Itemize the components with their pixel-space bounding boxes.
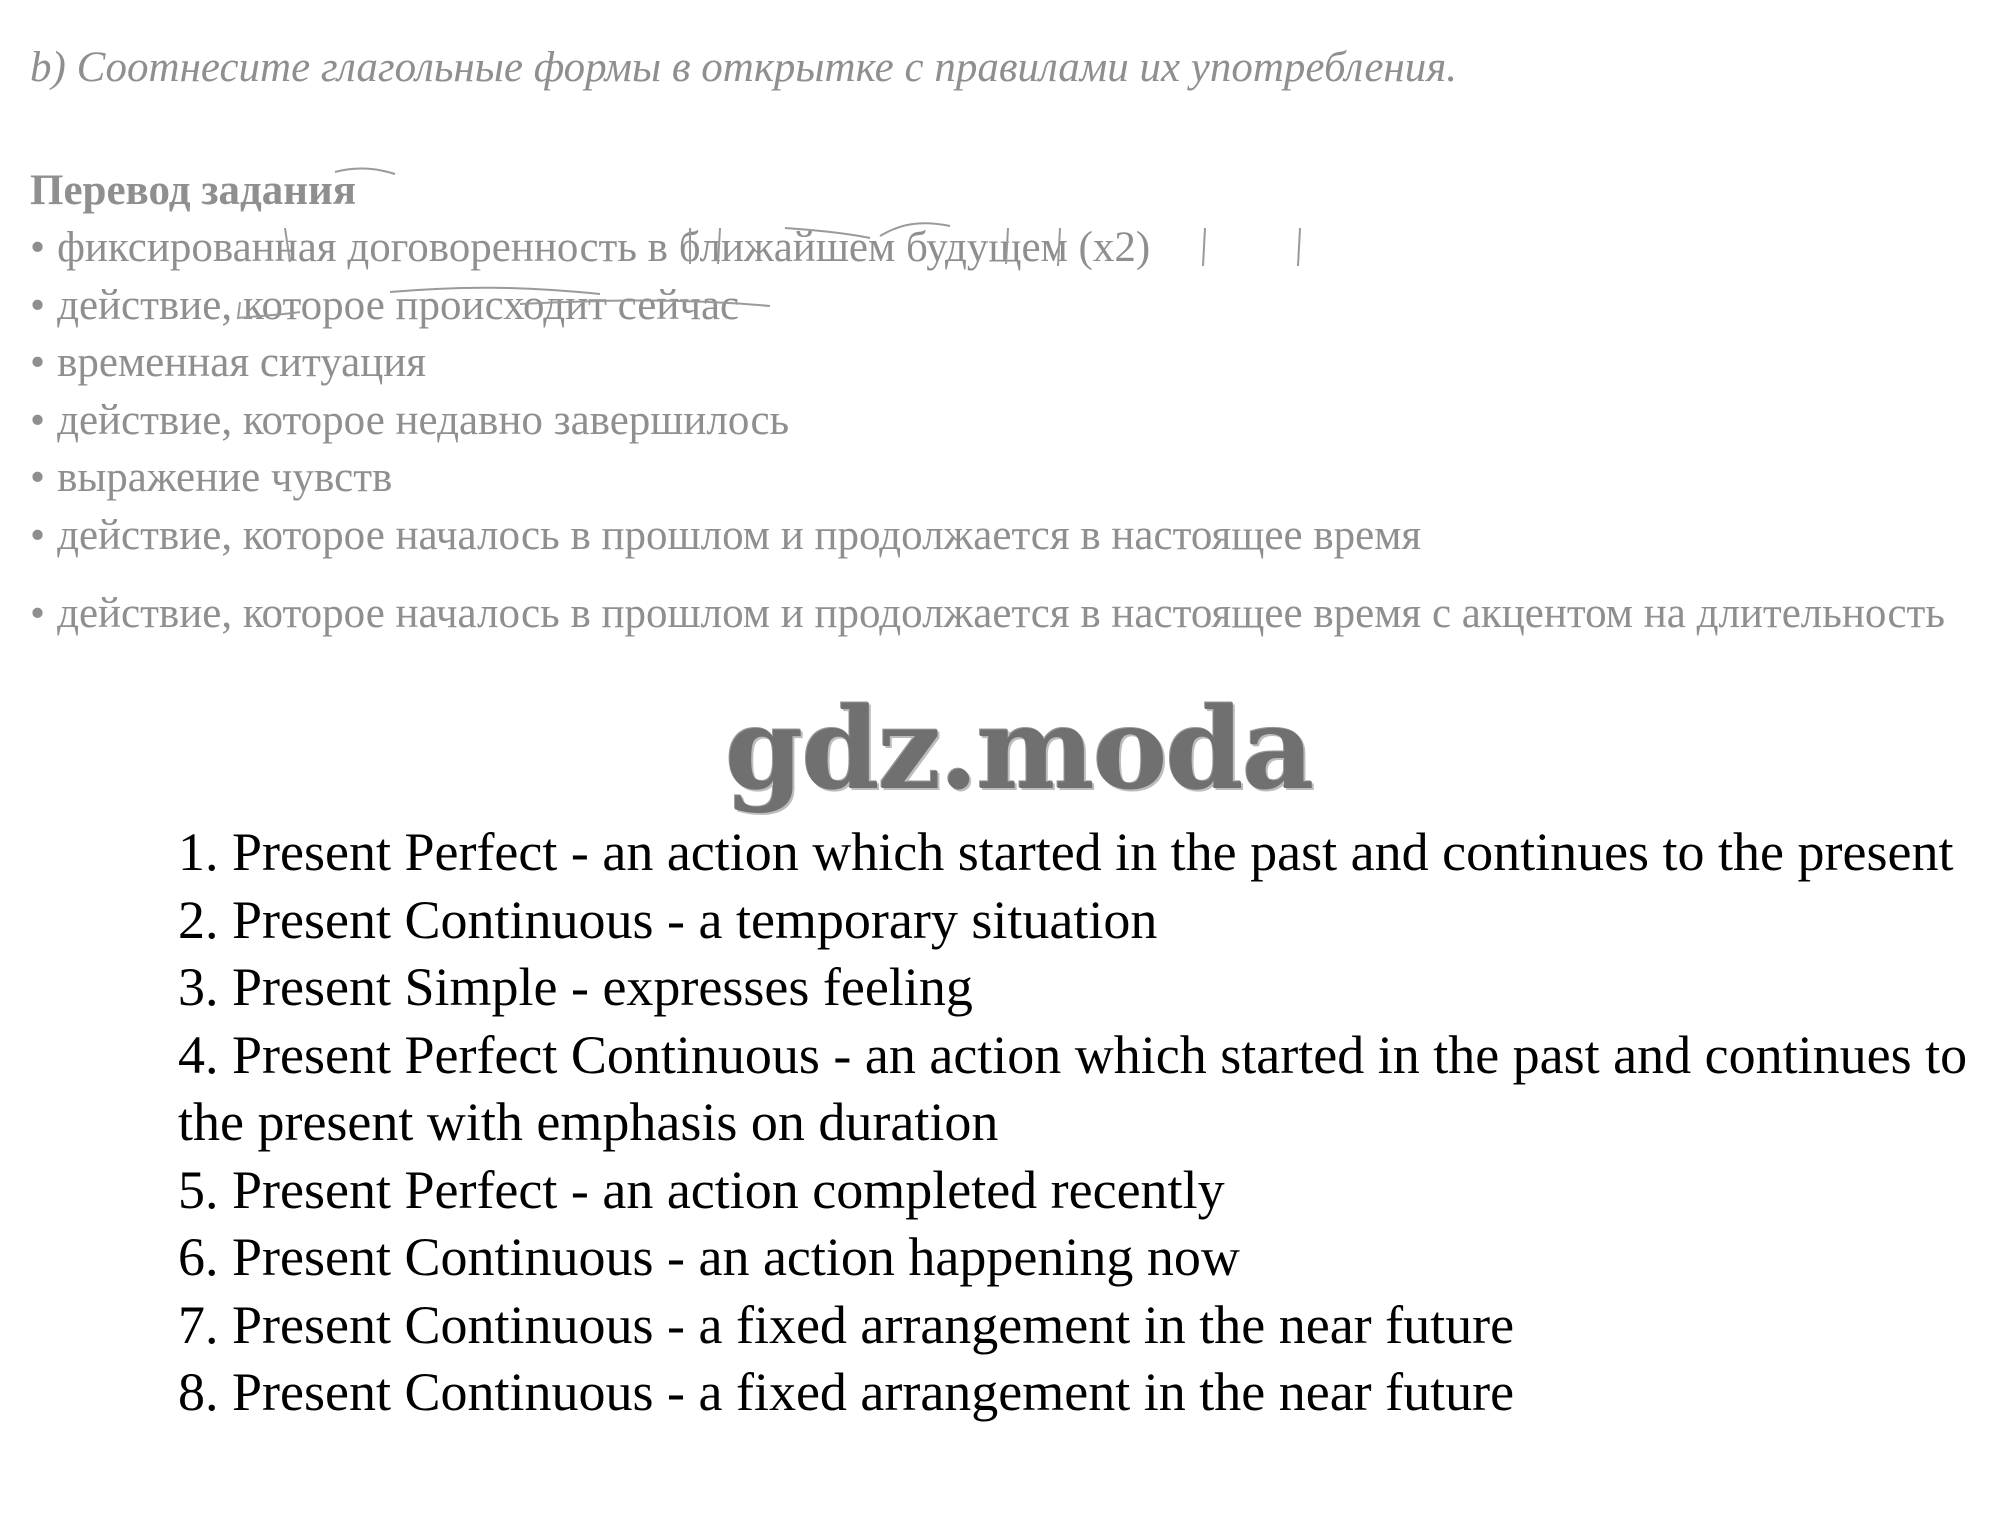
bullet-icon: • — [30, 396, 46, 444]
bullet-icon: • — [30, 224, 46, 271]
answer-list — [178, 819, 1978, 1427]
translation-heading: Перевод задания — [30, 167, 357, 214]
translation-item: • действие, которое началось в прошлом и продолжается в настоящее время с акцентом на длительность — [30, 590, 1945, 637]
answer-item: 7. Present Continuous - a fixed arrangement in the near future — [178, 1294, 1515, 1355]
answer-item: 8. Present Continuous - a fixed arrangement in the near future — [178, 1362, 1515, 1422]
translation-item: • действие, которое началось в прошлом и продолжается в настоящее время — [30, 511, 1422, 559]
bullet-icon: • — [30, 281, 46, 329]
answer-item: 5. Present Perfect - an action completed recently — [178, 1159, 1225, 1220]
bullet-icon: • — [30, 339, 46, 386]
bullet-icon: • — [30, 511, 46, 559]
task-instruction: b) Соотнесите глагольные формы в открытке с правилами их употребления. — [30, 44, 1457, 91]
answer-item: 6. Present Continuous - an action happening now — [178, 1227, 1240, 1287]
answer-item: 2. Present Continuous - a temporary situation — [178, 889, 1158, 950]
bullet-icon: • — [30, 454, 46, 501]
answer-item: 1. Present Perfect - an action which started in the past and continues to the present — [178, 822, 1954, 882]
translation-item: • действие, которое происходит сейчас — [30, 281, 740, 329]
translation-item: • фиксированная договоренность в ближайшем будущем (x2) — [30, 224, 1151, 271]
answer-item: 3. Present Simple - expresses feeling — [178, 957, 973, 1017]
translation-item: • временная ситуация — [30, 339, 427, 386]
translation-item: • действие, которое недавно завершилось — [30, 396, 790, 444]
translation-item: • выражение чувств — [30, 454, 393, 501]
answer-item: 4. Present Perfect Continuous - an action which started in the past and continues to the present with emphasis on duration — [178, 1024, 1968, 1152]
translation-list — [30, 219, 1990, 643]
bullet-icon: • — [30, 590, 46, 637]
watermark: gdz.moda — [725, 684, 1313, 815]
